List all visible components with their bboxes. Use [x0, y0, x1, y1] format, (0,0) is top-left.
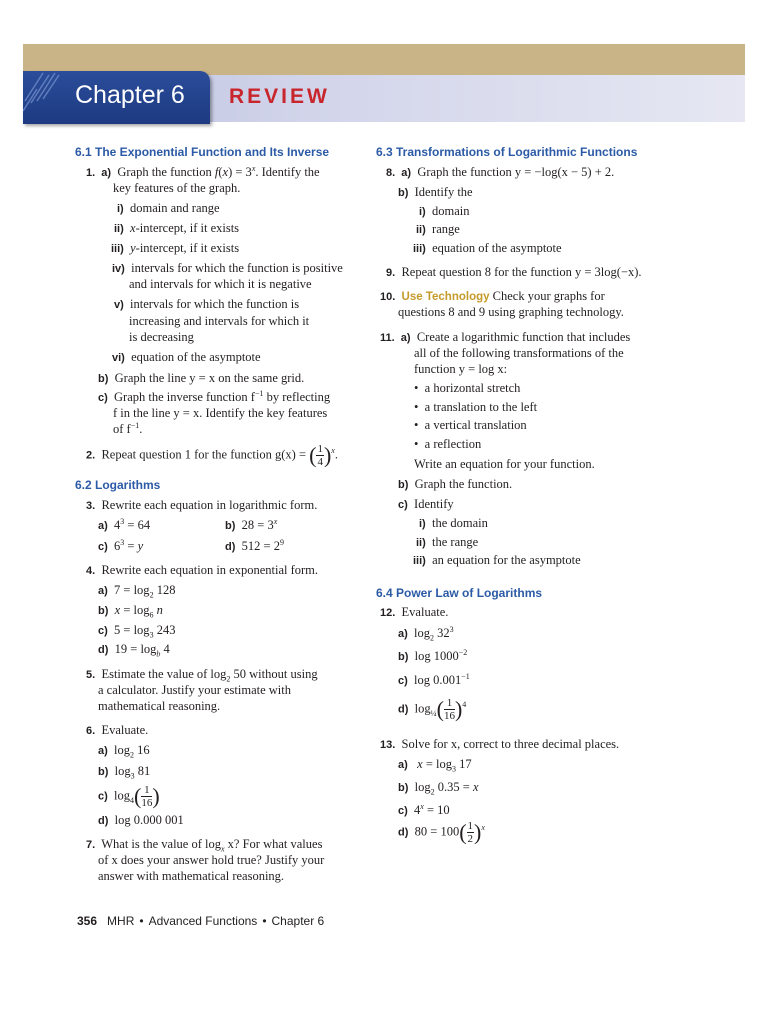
- q12a: a) $\log_2 32^3$: [398, 624, 454, 643]
- q1-ii: ii) x-intercept, if it exists: [114, 221, 240, 235]
- q1a-line1: 1. a) Graph the function $f(x) = 3^x$. Identify the: [86, 163, 320, 179]
- q5-line1: 5. Estimate the value of $\log_2 50$ without using: [86, 667, 318, 684]
- q12b: b) $\log 1000^{-2}$: [398, 647, 468, 663]
- q3c: c) $6^3 = y$: [98, 537, 144, 553]
- q11-bullet-4: • a reflection: [414, 437, 482, 451]
- q13c: c) $4^x = 10$: [398, 801, 450, 817]
- q12c: c) $\log 0.001^{-1}$: [398, 671, 470, 687]
- q11-bullet-1: • a horizontal stretch: [414, 381, 521, 395]
- q10-line2: questions 8 and 9 using graphing technology.: [398, 305, 624, 319]
- q11a-line1: 11. a) Create a logarithmic function that includes: [380, 330, 631, 344]
- q3a: a) $4^3 = 64$: [98, 516, 151, 532]
- q2: 2. Repeat question 1 for the function g(x) = ( $\frac{1}{4}$ )$^x$.: [86, 442, 338, 468]
- chapter-title: Chapter 6: [75, 81, 185, 109]
- q8-ii: ii) range: [416, 222, 460, 236]
- q8b: b) Identify the: [398, 185, 473, 199]
- q1c-line2: f in the line y = x. Identify the key features: [113, 406, 328, 420]
- q1-v-line1: v) intervals for which the function is: [114, 297, 300, 311]
- q3: 3. Rewrite each equation in logarithmic form.: [86, 498, 318, 512]
- q12: 12. Evaluate.: [380, 605, 449, 619]
- page-footer: 356 MHR • Advanced Functions • Chapter 6: [77, 914, 325, 928]
- q1-iv-line2: and intervals for which it is negative: [129, 277, 312, 291]
- section-6-1-title: 6.1 The Exponential Function and Its Inverse: [75, 145, 330, 159]
- q1-vi: vi) equation of the asymptote: [112, 350, 261, 364]
- q5-line2: a calculator. Justify your estimate with: [98, 683, 292, 697]
- q11a-line2: all of the following transformations of the: [414, 346, 624, 360]
- q10-line1: 10. Use Technology Check your graphs for: [380, 289, 605, 303]
- q11-iii: iii) an equation for the asymptote: [413, 553, 581, 567]
- q6: 6. Evaluate.: [86, 723, 149, 737]
- q11-bullet-3: • a vertical translation: [414, 418, 527, 432]
- q11c: c) Identify: [398, 497, 454, 511]
- q1-i: i) domain and range: [117, 201, 220, 215]
- q13d: d) 80 = 100( $\frac{1}{2}$ )$^x$: [398, 819, 485, 845]
- q9: 9. Repeat question 8 for the function y = 3log(−x).: [386, 265, 642, 279]
- q8a: 8. a) Graph the function y = −log(x − 5) + 2.: [386, 165, 615, 179]
- q3b: b) $28 = 3^x$: [225, 516, 278, 532]
- footer-publisher: MHR: [107, 914, 135, 928]
- q1-v-line2: increasing and intervals for which it: [129, 314, 310, 328]
- q4: 4. Rewrite each equation in exponential form.: [86, 563, 319, 577]
- q5-line3: mathematical reasoning.: [98, 699, 221, 713]
- footer-book: Advanced Functions: [148, 914, 258, 928]
- q4a: a) $7 = \log_2 128$: [98, 583, 176, 600]
- q11b: b) Graph the function.: [398, 477, 513, 491]
- q11-bullet-2: • a translation to the left: [414, 400, 538, 414]
- review-title: REVIEW: [229, 85, 330, 108]
- footer-chapter: Chapter 6: [271, 914, 325, 928]
- q1-iv-line1: iv) intervals for which the function is positive: [112, 261, 343, 275]
- q1c-line3: of $f^{-1}$.: [113, 420, 143, 436]
- q8-i: i) domain: [419, 204, 470, 218]
- q6c: c) $\log_4$( $\frac{1}{16}$ ): [98, 783, 160, 809]
- q11-ii: ii) the range: [416, 535, 479, 549]
- q6d: d) log 0.000 001: [98, 813, 184, 827]
- q6a: a) $\log_2 16$: [98, 743, 150, 760]
- q7-line2: of x does your answer hold true? Justify your: [98, 853, 325, 867]
- q4b: b) $x = \log_6 n$: [98, 603, 163, 620]
- q4d: d) $19 = \log_b 4$: [98, 642, 170, 659]
- q1-iii: iii) y-intercept, if it exists: [111, 241, 240, 255]
- q11a-line3: function y = log x:: [414, 362, 508, 376]
- q4c: c) $5 = \log_3 243$: [98, 623, 176, 640]
- page-number: 356: [77, 914, 98, 928]
- q3d: d) $512 = 2^9$: [225, 537, 284, 553]
- q1-v-line3: is decreasing: [129, 330, 194, 344]
- q1a-line2: key features of the graph.: [113, 181, 241, 195]
- q12d: d) $\log_{\frac{1}{4}}$( $\frac{1}{16}$ )$^4$: [398, 696, 467, 722]
- chapter-tab: [23, 71, 210, 124]
- q11a-write: Write an equation for your function.: [414, 457, 595, 471]
- q8-iii: iii) equation of the asymptote: [413, 241, 562, 255]
- q13: 13. Solve for x, correct to three decimal places.: [380, 737, 620, 751]
- q11-i: i) the domain: [419, 516, 488, 530]
- q7-line3: answer with mathematical reasoning.: [98, 869, 285, 883]
- q7-line1: 7. What is the value of $\log_x x$? For what values: [86, 837, 323, 854]
- q13a: a) $x = \log_3 17$: [398, 757, 472, 774]
- q13b: b) $\log_2 0.35 = x$: [398, 780, 479, 797]
- section-6-3-title: 6.3 Transformations of Logarithmic Functions: [376, 145, 638, 159]
- q1c-line1: c) Graph the inverse function $f^{-1}$ by reflecting: [98, 388, 331, 404]
- section-6-4-title: 6.4 Power Law of Logarithms: [376, 586, 543, 600]
- q6b: b) $\log_3 81$: [98, 764, 151, 781]
- section-6-2-title: 6.2 Logarithms: [75, 478, 161, 492]
- q1b: b) Graph the line y = x on the same grid.: [98, 371, 305, 385]
- decorative-lines-icon: [23, 71, 83, 124]
